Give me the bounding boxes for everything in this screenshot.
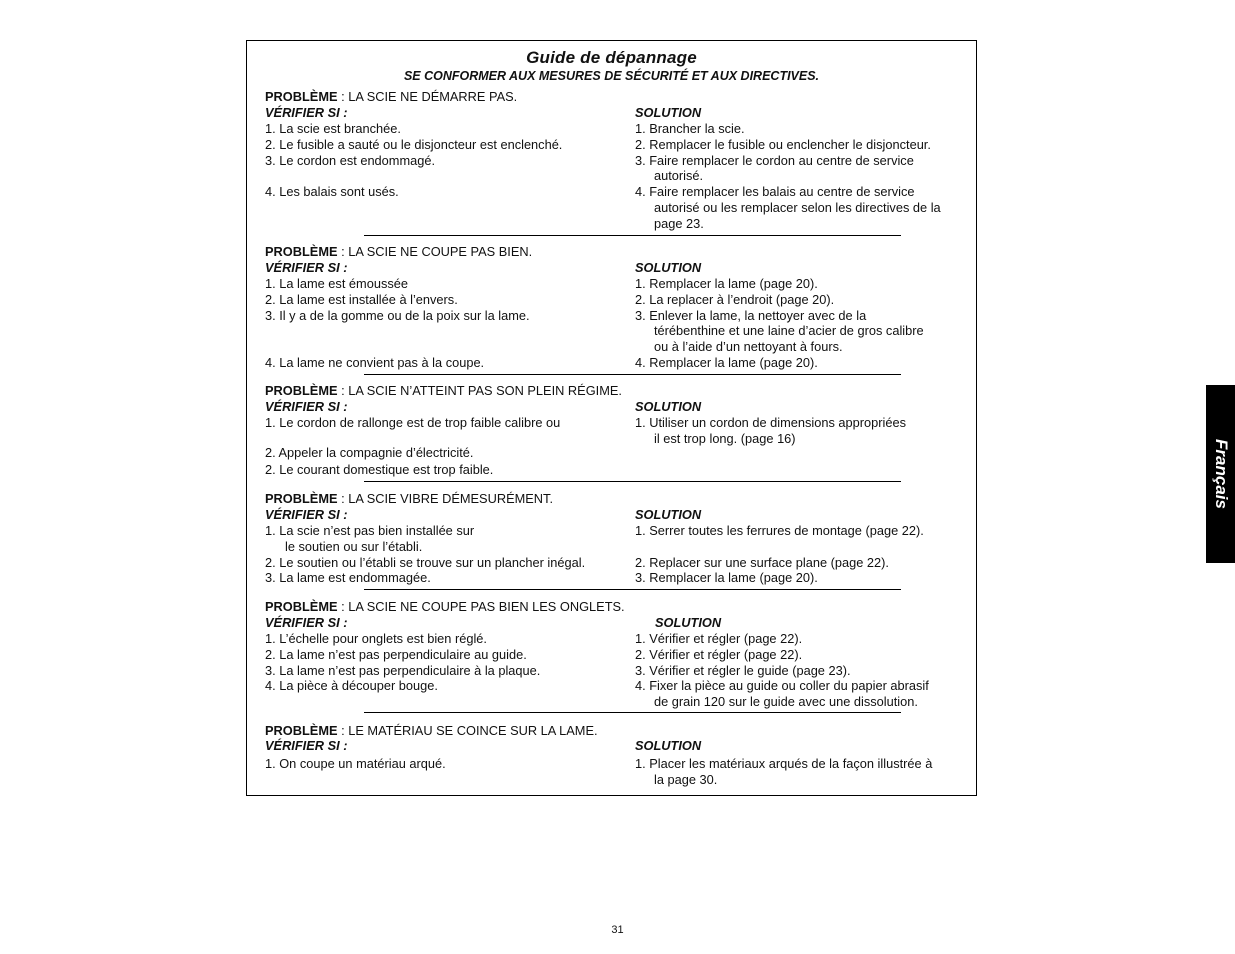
language-tab <box>1206 385 1235 563</box>
solution-item: 1. Remplacer la lame (page 20). <box>635 276 818 291</box>
check-item: 4. La lame ne convient pas à la coupe. <box>265 355 485 370</box>
section-divider <box>364 712 901 713</box>
solution-item: 1. Serrer toutes les ferrures de montage (page 22). <box>635 523 924 538</box>
solution-item: 1. Vérifier et régler (page 22). <box>635 631 803 646</box>
problem-heading <box>265 89 517 104</box>
check-item: 4. Les balais sont usés. <box>265 184 399 199</box>
solution-item: il est trop long. (page 16) <box>654 431 796 446</box>
solution-item: 2. La replacer à l’endroit (page 20). <box>635 292 835 307</box>
solution-item: 4. Remplacer la lame (page 20). <box>635 355 818 370</box>
check-item: 3. La lame n’est pas perpendiculaire à la plaque. <box>265 663 541 678</box>
problem-heading <box>265 383 622 398</box>
check-item: 2. Le fusible a sauté ou le disjoncteur est enclenché. <box>265 137 563 152</box>
check-item: 1. La lame est émoussée <box>265 276 408 291</box>
problem-heading <box>265 723 598 738</box>
section-divider <box>364 374 901 375</box>
check-item: 1. La scie est branchée. <box>265 121 401 136</box>
problem-title: : LA SCIE N’ATTEINT PAS SON PLEIN RÉGIME. <box>337 383 622 398</box>
problem-label: PROBLÈME <box>265 599 338 614</box>
solution-item: 1. Brancher la scie. <box>635 121 745 136</box>
check-item: 1. On coupe un matériau arqué. <box>265 756 446 771</box>
page-title: Guide de dépannage <box>526 48 697 67</box>
check-column-header: VÉRIFIER SI : <box>265 105 348 120</box>
check-item: 2. Le courant domestique est trop faible. <box>265 462 494 477</box>
problem-title: : LA SCIE VIBRE DÉMESURÉMENT. <box>337 491 553 506</box>
check-column-header: VÉRIFIER SI : <box>265 260 348 275</box>
check-column-header: VÉRIFIER SI : <box>265 507 348 522</box>
problem-label: PROBLÈME <box>265 244 338 259</box>
problem-label: PROBLÈME <box>265 723 338 738</box>
section-divider <box>364 481 901 482</box>
problem-title: : LA SCIE NE DÉMARRE PAS. <box>337 89 518 104</box>
solution-item: autorisé ou les remplacer selon les directives de la <box>654 200 941 215</box>
solution-column-header: SOLUTION <box>635 260 702 275</box>
solution-item: 3. Remplacer la lame (page 20). <box>635 570 818 585</box>
solution-item: 3. Faire remplacer le cordon au centre de service <box>635 153 914 168</box>
section-divider <box>364 235 901 236</box>
solution-item: page 23. <box>654 216 704 231</box>
solution-item: térébenthine et une laine d’acier de gros calibre <box>654 323 924 338</box>
solution-item: 2. Vérifier et régler (page 22). <box>635 647 803 662</box>
problem-title: : LA SCIE NE COUPE PAS BIEN LES ONGLETS. <box>337 599 625 614</box>
problem-heading <box>265 599 625 614</box>
solution-column-header: SOLUTION <box>635 507 702 522</box>
check-column-header: VÉRIFIER SI : <box>265 399 348 414</box>
solution-item: 3. Vérifier et régler le guide (page 23). <box>635 663 851 678</box>
problem-label: PROBLÈME <box>265 383 338 398</box>
solution-column-header: SOLUTION <box>635 105 702 120</box>
problem-title: : LA SCIE NE COUPE PAS BIEN. <box>337 244 533 259</box>
section-divider <box>364 589 901 590</box>
solution-item: 1. Placer les matériaux arqués de la façon illustrée à <box>635 756 933 771</box>
solution-item: 1. Utiliser un cordon de dimensions appropriées <box>635 415 907 430</box>
check-item: 1. Le cordon de rallonge est de trop faible calibre ou <box>265 415 561 430</box>
check-item: 2. La lame est installée à l’envers. <box>265 292 458 307</box>
solution-item: ou à l’aide d’un nettoyant à fours. <box>654 339 843 354</box>
solution-item: 4. Faire remplacer les balais au centre de service <box>635 184 915 199</box>
check-item: le soutien ou sur l’établi. <box>285 539 423 554</box>
solution-item: 2. Remplacer le fusible ou enclencher le disjoncteur. <box>635 137 931 152</box>
check-item: 3. La lame est endommagée. <box>265 570 431 585</box>
check-item: 1. L’échelle pour onglets est bien réglé. <box>265 631 487 646</box>
problem-label: PROBLÈME <box>265 89 338 104</box>
check-column-header: VÉRIFIER SI : <box>265 615 348 630</box>
solution-column-header: SOLUTION <box>635 399 702 414</box>
solution-item: 3. Enlever la lame, la nettoyer avec de la <box>635 308 867 323</box>
problem-label: PROBLÈME <box>265 491 338 506</box>
solution-item: 2. Replacer sur une surface plane (page 22). <box>635 555 889 570</box>
check-item: 4. La pièce à découper bouge. <box>265 678 438 693</box>
check-item: 2. Appeler la compagnie d’électricité. <box>265 445 474 460</box>
problem-heading <box>265 244 532 259</box>
solution-item: la page 30. <box>654 772 718 787</box>
check-item: 3. Il y a de la gomme ou de la poix sur la lame. <box>265 308 530 323</box>
solution-item: 4. Fixer la pièce au guide ou coller du papier abrasif <box>635 678 929 693</box>
check-item: 2. La lame n’est pas perpendiculaire au guide. <box>265 647 527 662</box>
problem-heading <box>265 491 553 506</box>
solution-column-header: SOLUTION <box>655 615 722 630</box>
check-item: 1. La scie n’est pas bien installée sur <box>265 523 475 538</box>
check-item: 2. Le soutien ou l’établi se trouve sur un plancher inégal. <box>265 555 586 570</box>
troubleshooting-box <box>246 40 977 796</box>
solution-item: autorisé. <box>654 168 704 183</box>
page-number: 31 <box>611 924 624 936</box>
safety-subtitle: SE CONFORMER AUX MESURES DE SÉCURITÉ ET AUX DIRECTIVES. <box>403 69 820 83</box>
problem-title: : LE MATÉRIAU SE COINCE SUR LA LAME. <box>337 723 598 738</box>
language-tab-label: Français <box>1211 439 1231 509</box>
solution-column-header: SOLUTION <box>635 738 702 753</box>
check-column-header: VÉRIFIER SI : <box>265 738 348 753</box>
check-item: 3. Le cordon est endommagé. <box>265 153 436 168</box>
solution-item: de grain 120 sur le guide avec une dissolution. <box>654 694 918 709</box>
